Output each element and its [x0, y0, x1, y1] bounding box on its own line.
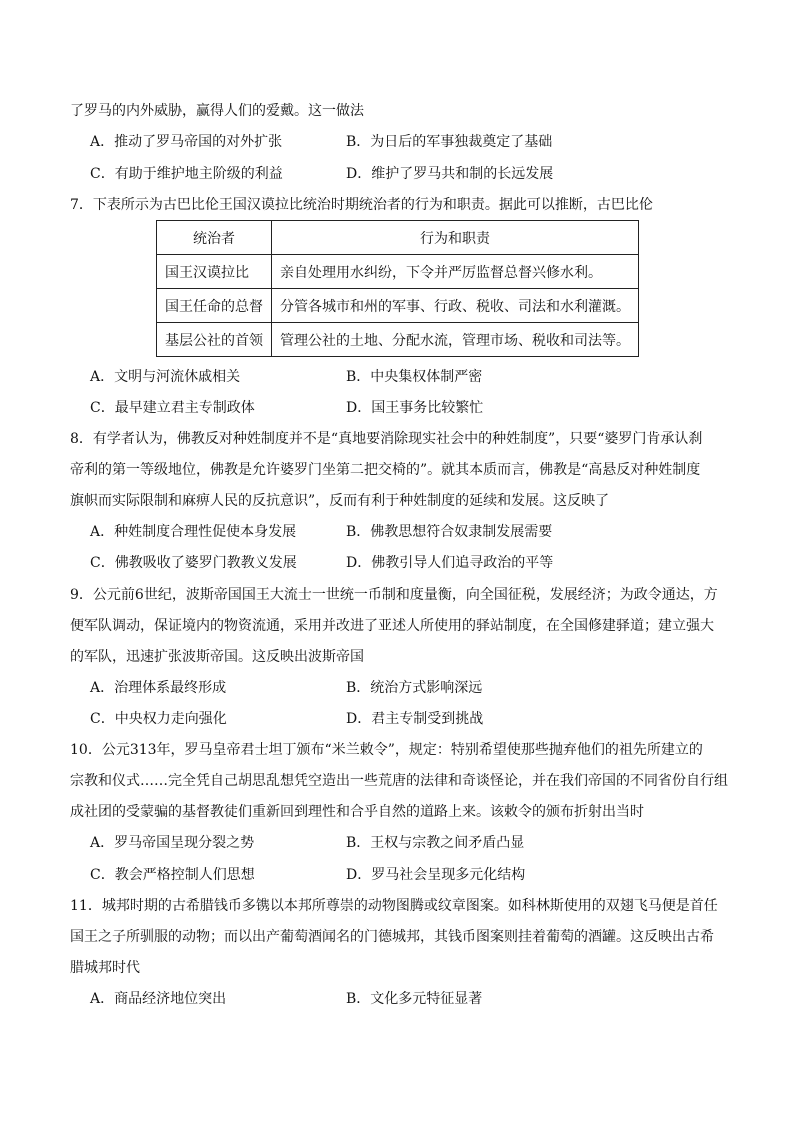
q9-option-d: D．君主专制受到挑战 — [346, 711, 484, 727]
q7-header-ruler: 统治者 — [157, 221, 272, 255]
q9-option-a: A．治理体系最终形成 — [90, 680, 227, 696]
q10-stem-line-2: 宗教和仪式……完全凭自己胡思乱想凭空造出一些荒唐的法律和奇谈怪论，并在我们帝国的不同省份自行组 — [70, 773, 728, 789]
q8-option-a: A．种姓制度合理性促使本身发展 — [90, 524, 297, 540]
q8-option-d: D．佛教引导人们追寻政治的平等 — [346, 555, 554, 571]
q8-option-c: C．佛教吸收了婆罗门教教义发展 — [90, 555, 297, 571]
table-row — [157, 289, 639, 323]
q10-option-a: A．罗马帝国呈现分裂之势 — [90, 835, 255, 851]
q11-stem-line-1: 11．城邦时期的古希腊钱币多镌以本邦所尊崇的动物图腾或纹章图案。如科林斯使用的双翅飞马便是首任 — [70, 898, 718, 914]
q7-cell-duty: 亲自处理用水纠纷，下令并严厉监督总督兴修水利。 — [272, 255, 639, 289]
q8-stem-line-2: 帝利的第一等级地位，佛教是允许婆罗门坐第二把交椅的”。就其本质而言，佛教是“高悬反对种姓制度 — [70, 462, 701, 478]
q6-option-c: C．有助于维护地主阶级的利益 — [90, 166, 283, 182]
q6-stem-tail: 了罗马的内外威胁，赢得人们的爱戴。这一做法 — [70, 103, 364, 119]
q9-option-b: B．统治方式影响深远 — [346, 680, 483, 696]
q11-option-a: A．商品经济地位突出 — [90, 991, 227, 1007]
q7-cell-ruler: 基层公社的首领 — [157, 323, 272, 357]
q11-option-b: B．文化多元特征显著 — [346, 991, 483, 1007]
q7-option-a: A．文明与河流休戚相关 — [90, 369, 241, 385]
q7-option-d: D．国王事务比较繁忙 — [346, 400, 484, 416]
q7-stem: 7．下表所示为古巴比伦王国汉谟拉比统治时期统治者的行为和职责。据此可以推断，古巴比伦 — [70, 197, 653, 213]
q8-stem-line-1: 8．有学者认为，佛教反对种姓制度并不是“真地要消除现实社会中的种姓制度”，只要“婆罗门肯承认刹 — [70, 431, 703, 447]
q7-cell-ruler: 国王任命的总督 — [157, 289, 272, 323]
q10-stem-line-3: 成社团的受蒙骗的基督教徒们重新回到理性和合乎自然的道路上来。该敕令的颁布折射出当时 — [70, 804, 644, 820]
q7-cell-duty: 分管各城市和州的军事、行政、税收、司法和水利灌溉。 — [272, 289, 639, 323]
q6-option-d: D．维护了罗马共和制的长远发展 — [346, 166, 554, 182]
q7-header-duty: 行为和职责 — [272, 221, 639, 255]
q7-table — [156, 220, 639, 357]
q7-cell-ruler: 国王汉谟拉比 — [157, 255, 272, 289]
q11-stem-line-2: 国王之子所驯服的动物；而以出产葡萄酒闻名的门德城邦，其钱币图案则挂着葡萄的酒罐。这反映出古希 — [70, 929, 714, 945]
q7-cell-duty: 管理公社的土地、分配水流，管理市场、税收和司法等。 — [272, 323, 639, 357]
q10-stem-line-1: 10．公元313年，罗马皇帝君士坦丁颁布“米兰敕令”，规定：特别希望使那些抛弃他们的祖先所建立的 — [70, 742, 703, 758]
q9-option-c: C．中央权力走向强化 — [90, 711, 227, 727]
q6-option-b: B．为日后的军事独裁奠定了基础 — [346, 134, 553, 150]
q9-stem-line-3: 的军队，迅速扩张波斯帝国。这反映出波斯帝国 — [70, 649, 364, 665]
q6-option-a: A．推动了罗马帝国的对外扩张 — [90, 134, 283, 150]
q9-stem-line-2: 便军队调动，保证境内的物资流通，采用并改进了亚述人所使用的驿站制度，在全国修建驿道；建立强大 — [70, 618, 714, 634]
q10-option-b: B．王权与宗教之间矛盾凸显 — [346, 835, 525, 851]
q7-option-b: B．中央集权体制严密 — [346, 369, 483, 385]
q9-stem-line-1: 9．公元前6世纪，波斯帝国国王大流士一世统一币制和度量衡，向全国征税，发展经济；为政令通达，方 — [70, 587, 718, 603]
q8-stem-line-3: 旗帜而实际限制和麻痹人民的反抗意识”，反而有利于种姓制度的延续和发展。这反映了 — [70, 493, 610, 509]
table-row — [157, 323, 639, 357]
table-row — [157, 255, 639, 289]
q10-option-d: D．罗马社会呈现多元化结构 — [346, 867, 526, 883]
q7-table-header — [157, 221, 639, 255]
q11-stem-line-3: 腊城邦时代 — [70, 960, 140, 976]
q8-option-b: B．佛教思想符合奴隶制发展需要 — [346, 524, 553, 540]
q10-option-c: C．教会严格控制人们思想 — [90, 867, 255, 883]
q7-option-c: C．最早建立君主专制政体 — [90, 400, 255, 416]
